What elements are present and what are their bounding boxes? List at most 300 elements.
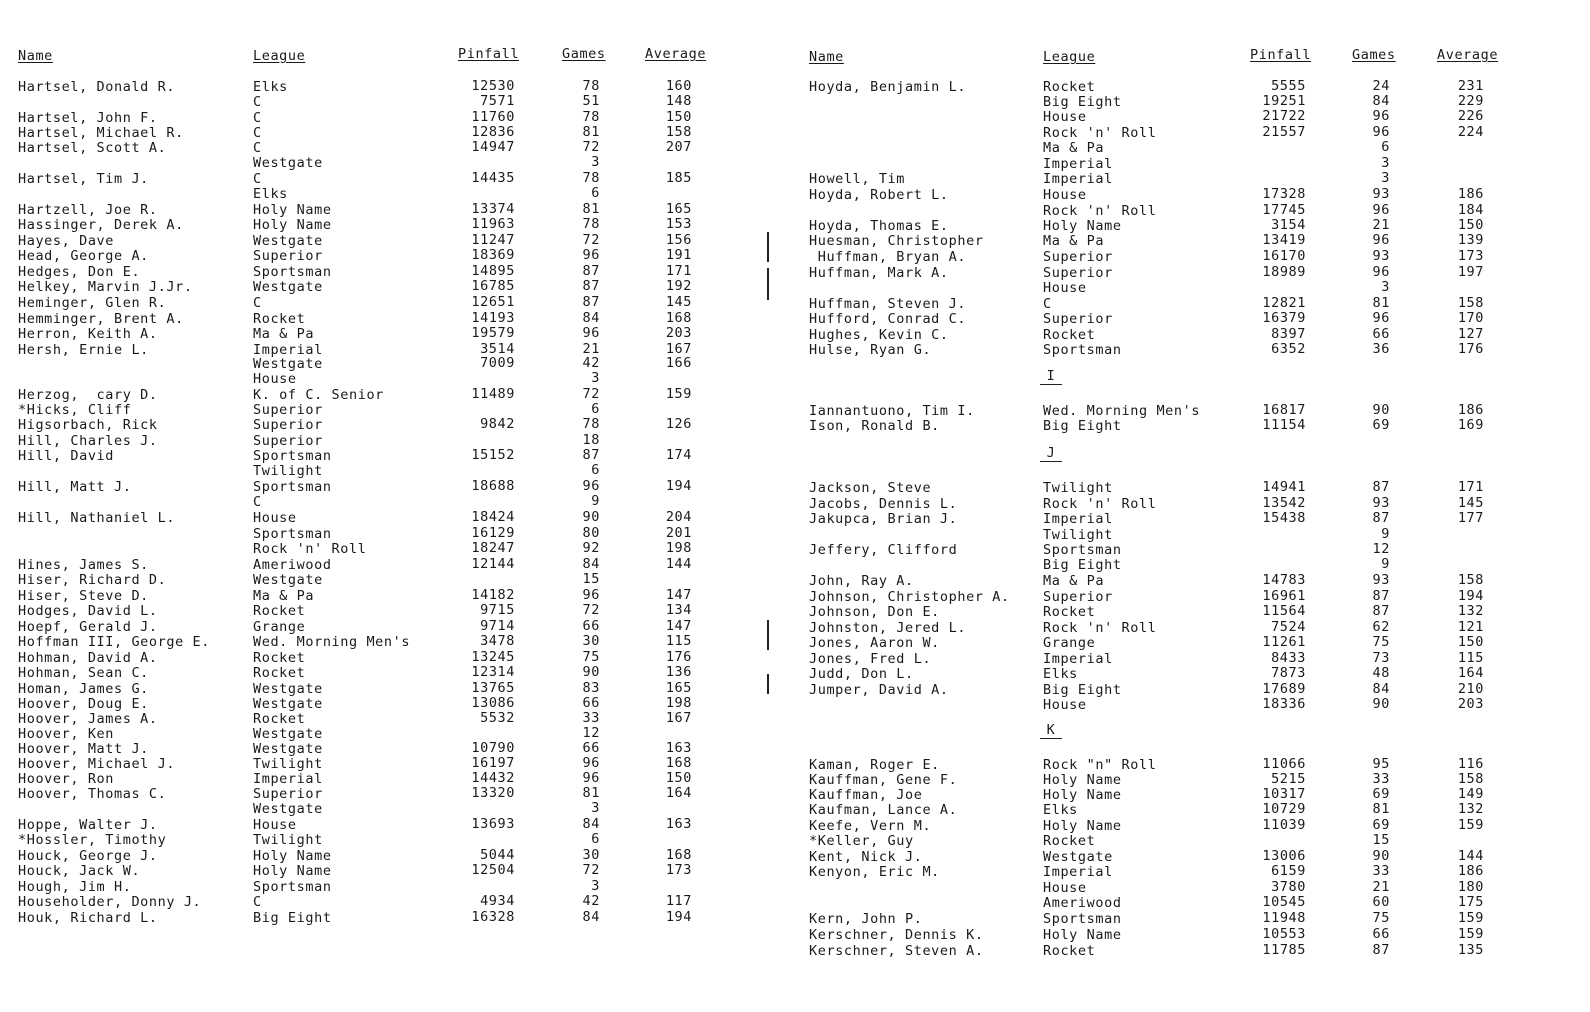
left-row-league: C <box>253 494 262 510</box>
right-row-games: 69 <box>1372 786 1390 802</box>
left-row-name: Hersh, Ernie L. <box>18 342 149 358</box>
left-row-pinfall: 14435 <box>471 170 515 186</box>
left-row-games: 80 <box>582 525 600 541</box>
right-row-games: 95 <box>1372 756 1390 772</box>
left-row-games: 78 <box>582 416 600 432</box>
section-letter-K: K <box>1040 723 1062 739</box>
right-row-league: House <box>1043 697 1087 713</box>
left-row-pinfall: 14947 <box>471 139 515 155</box>
left-row-name: Hoffman III, George E. <box>18 634 211 650</box>
left-header-average: Average <box>645 46 707 62</box>
left-row-pinfall: 12504 <box>471 862 515 878</box>
right-row-average: 197 <box>1457 264 1484 280</box>
left-row-pinfall: 12144 <box>471 556 515 572</box>
left-row-average: 185 <box>665 170 692 186</box>
right-row-league: Grange <box>1043 635 1096 651</box>
right-row-name: Johnson, Don E. <box>809 604 940 620</box>
right-row-name: Huffman, Bryan A. <box>809 249 967 265</box>
left-row-name: Hohman, David A. <box>18 650 158 666</box>
left-row-games: 87 <box>582 294 600 310</box>
left-row-name: Hoover, Michael J. <box>18 756 176 772</box>
left-row-league: Twilight <box>253 463 323 479</box>
right-row-name: Hughes, Kevin C. <box>809 327 949 343</box>
right-row-pinfall: 13419 <box>1262 232 1306 248</box>
right-row-average: 186 <box>1457 186 1484 202</box>
left-row-games: 12 <box>582 725 600 741</box>
left-row-games: 90 <box>582 664 600 680</box>
left-row-league: Ma & Pa <box>253 588 315 604</box>
right-row-league: Elks <box>1043 666 1078 682</box>
right-row-average: 159 <box>1457 910 1484 926</box>
right-row-average: 176 <box>1457 341 1484 357</box>
left-row-pinfall: 16328 <box>471 909 515 925</box>
left-row-league: Sportsman <box>253 264 332 280</box>
left-row-league: C <box>253 110 262 126</box>
left-row-league: C <box>253 894 262 910</box>
right-row-games: 84 <box>1372 681 1390 697</box>
left-row-average: 171 <box>665 263 692 279</box>
left-row-average: 166 <box>665 355 692 371</box>
left-row-games: 75 <box>582 649 600 665</box>
left-row-pinfall: 16129 <box>471 525 515 541</box>
left-row-name: Hoover, James A. <box>18 711 158 727</box>
left-header-league: League <box>253 48 306 64</box>
right-row-name: Iannantuono, Tim I. <box>809 403 975 419</box>
left-row-pinfall: 11760 <box>471 109 515 125</box>
right-row-games: 93 <box>1372 495 1390 511</box>
right-row-pinfall: 11564 <box>1262 603 1306 619</box>
right-row-pinfall: 14783 <box>1262 572 1306 588</box>
left-row-pinfall: 12651 <box>471 294 515 310</box>
left-row-name: Hoepf, Gerald J. <box>18 619 158 635</box>
left-row-average: 198 <box>665 695 692 711</box>
left-row-league: Rocket <box>253 650 306 666</box>
left-row-name: Hassinger, Derek A. <box>18 217 184 233</box>
left-row-league: Rocket <box>253 311 306 327</box>
left-row-name: Hill, Nathaniel L. <box>18 510 176 526</box>
right-row-league: Wed. Morning Men's <box>1043 403 1201 419</box>
right-row-league: Rock 'n' Roll <box>1043 203 1157 219</box>
right-row-average: 149 <box>1457 786 1484 802</box>
left-row-league: Rocket <box>253 711 306 727</box>
left-row-league: Sportsman <box>253 479 332 495</box>
right-row-pinfall: 11948 <box>1262 910 1306 926</box>
right-row-average: 231 <box>1457 78 1484 94</box>
right-header-pinfall: Pinfall <box>1250 47 1312 63</box>
left-row-pinfall: 13693 <box>471 816 515 832</box>
right-row-league: Holy Name <box>1043 927 1122 943</box>
left-row-average: 191 <box>665 247 692 263</box>
right-row-games: 81 <box>1372 801 1390 817</box>
right-row-games: 87 <box>1372 603 1390 619</box>
left-row-league: Sportsman <box>253 526 332 542</box>
right-row-games: 60 <box>1372 894 1390 910</box>
right-row-pinfall: 18336 <box>1262 696 1306 712</box>
right-row-pinfall: 21722 <box>1262 108 1306 124</box>
left-row-games: 6 <box>591 185 600 201</box>
right-row-league: Big Eight <box>1043 418 1122 434</box>
left-row-games: 15 <box>582 571 600 587</box>
right-row-league: Ma & Pa <box>1043 573 1105 589</box>
left-row-games: 81 <box>582 124 600 140</box>
right-row-pinfall: 16817 <box>1262 402 1306 418</box>
right-row-average: 226 <box>1457 108 1484 124</box>
right-row-name: Jumper, David A. <box>809 682 949 698</box>
right-row-games: 84 <box>1372 93 1390 109</box>
right-row-games: 87 <box>1372 479 1390 495</box>
right-row-average: 184 <box>1457 202 1484 218</box>
left-row-games: 96 <box>582 587 600 603</box>
left-row-pinfall: 14895 <box>471 263 515 279</box>
right-row-average: 159 <box>1457 926 1484 942</box>
left-row-games: 66 <box>582 618 600 634</box>
left-row-name: Hines, James S. <box>18 557 149 573</box>
left-row-average: 165 <box>665 680 692 696</box>
right-row-name: Johnston, Jered L. <box>809 620 967 636</box>
right-row-pinfall: 6159 <box>1271 863 1306 879</box>
right-row-name: Kerschner, Steven A. <box>809 943 984 959</box>
left-row-name: Houck, George J. <box>18 848 158 864</box>
left-row-games: 78 <box>582 78 600 94</box>
right-row-games: 75 <box>1372 634 1390 650</box>
left-row-name: Hoover, Ron <box>18 771 115 787</box>
left-row-average: 117 <box>665 893 692 909</box>
right-row-league: Imperial <box>1043 864 1113 880</box>
left-row-name: Hiser, Steve D. <box>18 588 149 604</box>
right-row-league: Rocket <box>1043 79 1096 95</box>
right-row-pinfall: 11066 <box>1262 756 1306 772</box>
left-row-pinfall: 4934 <box>480 893 515 909</box>
left-row-league: Rock 'n' Roll <box>253 541 367 557</box>
left-row-games: 66 <box>582 695 600 711</box>
binding-mark <box>767 674 769 694</box>
left-row-average: 168 <box>665 847 692 863</box>
left-row-games: 72 <box>582 602 600 618</box>
right-row-league: Sportsman <box>1043 342 1122 358</box>
right-row-games: 96 <box>1372 124 1390 140</box>
right-row-name: Jackson, Steve <box>809 480 932 496</box>
left-row-name: Hoover, Matt J. <box>18 741 149 757</box>
right-row-pinfall: 11154 <box>1262 417 1306 433</box>
right-row-pinfall: 10545 <box>1262 894 1306 910</box>
right-row-average: 180 <box>1457 879 1484 895</box>
right-row-average: 186 <box>1457 863 1484 879</box>
left-row-league: Westgate <box>253 356 323 372</box>
left-row-average: 150 <box>665 109 692 125</box>
left-row-games: 6 <box>591 401 600 417</box>
right-row-average: 194 <box>1457 588 1484 604</box>
left-row-average: 163 <box>665 740 692 756</box>
left-row-league: House <box>253 371 297 387</box>
right-row-games: 24 <box>1372 78 1390 94</box>
left-row-average: 148 <box>665 93 692 109</box>
left-row-games: 84 <box>582 310 600 326</box>
left-row-league: Holy Name <box>253 202 332 218</box>
right-row-pinfall: 16379 <box>1262 310 1306 326</box>
right-row-pinfall: 13542 <box>1262 495 1306 511</box>
right-row-average: 177 <box>1457 510 1484 526</box>
left-row-league: Holy Name <box>253 848 332 864</box>
right-row-name: Hulse, Ryan G. <box>809 342 932 358</box>
left-row-games: 6 <box>591 462 600 478</box>
right-row-league: Rock "n" Roll <box>1043 757 1157 773</box>
right-row-pinfall: 18989 <box>1262 264 1306 280</box>
left-row-league: Superior <box>253 786 323 802</box>
right-row-league: Sportsman <box>1043 911 1122 927</box>
right-row-average: 127 <box>1457 326 1484 342</box>
left-row-pinfall: 10790 <box>471 740 515 756</box>
left-row-league: Superior <box>253 433 323 449</box>
left-row-average: 167 <box>665 710 692 726</box>
left-row-name: Hartsel, John F. <box>18 110 158 126</box>
right-row-pinfall: 15438 <box>1262 510 1306 526</box>
left-row-games: 96 <box>582 770 600 786</box>
left-row-average: 194 <box>665 478 692 494</box>
right-row-games: 96 <box>1372 310 1390 326</box>
right-row-games: 66 <box>1372 926 1390 942</box>
right-row-name: Kaufman, Lance A. <box>809 802 958 818</box>
left-row-average: 156 <box>665 232 692 248</box>
left-row-name: *Hossler, Timothy <box>18 832 167 848</box>
left-row-games: 42 <box>582 355 600 371</box>
left-row-pinfall: 13086 <box>471 695 515 711</box>
right-row-average: 139 <box>1457 232 1484 248</box>
left-row-average: 167 <box>665 341 692 357</box>
right-row-games: 21 <box>1372 217 1390 233</box>
right-row-games: 3 <box>1381 170 1390 186</box>
right-row-average: 159 <box>1457 817 1484 833</box>
left-row-league: Westgate <box>253 681 323 697</box>
right-row-league: Big Eight <box>1043 682 1122 698</box>
right-row-name: Kauffman, Gene F. <box>809 772 958 788</box>
right-row-games: 75 <box>1372 910 1390 926</box>
left-row-league: Westgate <box>253 279 323 295</box>
right-row-average: 115 <box>1457 650 1484 666</box>
right-row-games: 62 <box>1372 619 1390 635</box>
right-row-average: 173 <box>1457 248 1484 264</box>
left-row-name: Hough, Jim H. <box>18 879 132 895</box>
left-row-league: Rocket <box>253 665 306 681</box>
right-row-name: Jacobs, Dennis L. <box>809 496 958 512</box>
right-row-average: 150 <box>1457 634 1484 650</box>
right-row-pinfall: 17328 <box>1262 186 1306 202</box>
right-row-league: Ameriwood <box>1043 895 1122 911</box>
right-row-average: 158 <box>1457 771 1484 787</box>
left-row-pinfall: 13320 <box>471 785 515 801</box>
left-row-games: 3 <box>591 370 600 386</box>
left-row-games: 96 <box>582 325 600 341</box>
right-row-games: 93 <box>1372 572 1390 588</box>
right-row-name: Kaman, Roger E. <box>809 757 940 773</box>
left-row-name: *Hicks, Cliff <box>18 402 132 418</box>
left-row-average: 144 <box>665 556 692 572</box>
left-row-pinfall: 9842 <box>480 416 515 432</box>
right-row-league: Holy Name <box>1043 772 1122 788</box>
left-row-pinfall: 12836 <box>471 124 515 140</box>
left-row-name: Hill, David <box>18 448 115 464</box>
right-row-average: 116 <box>1457 756 1484 772</box>
left-header-games: Games <box>562 46 606 62</box>
left-row-games: 51 <box>582 93 600 109</box>
right-row-average: 186 <box>1457 402 1484 418</box>
left-row-name: Helkey, Marvin J.Jr. <box>18 279 193 295</box>
right-row-league: Superior <box>1043 589 1113 605</box>
left-row-games: 81 <box>582 201 600 217</box>
right-row-league: Rock 'n' Roll <box>1043 125 1157 141</box>
right-row-league: Twilight <box>1043 527 1113 543</box>
right-row-name: *Keller, Guy <box>809 833 914 849</box>
left-row-name: Houck, Jack W. <box>18 863 141 879</box>
left-row-games: 72 <box>582 139 600 155</box>
left-row-league: Westgate <box>253 726 323 742</box>
left-row-pinfall: 14193 <box>471 310 515 326</box>
left-row-name: Hemminger, Brent A. <box>18 311 184 327</box>
left-row-games: 18 <box>582 432 600 448</box>
left-row-average: 147 <box>665 618 692 634</box>
left-row-pinfall: 9715 <box>480 602 515 618</box>
left-row-name: Hartsel, Scott A. <box>18 140 167 156</box>
left-row-league: Wed. Morning Men's <box>253 634 411 650</box>
right-row-games: 33 <box>1372 771 1390 787</box>
left-row-pinfall: 9714 <box>480 618 515 634</box>
left-row-pinfall: 18688 <box>471 478 515 494</box>
left-row-league: C <box>253 125 262 141</box>
right-row-games: 6 <box>1381 139 1390 155</box>
left-row-name: Herron, Keith A. <box>18 326 158 342</box>
right-row-name: Howell, Tim <box>809 171 906 187</box>
left-row-league: C <box>253 295 262 311</box>
right-row-average: 164 <box>1457 665 1484 681</box>
right-row-average: 175 <box>1457 894 1484 910</box>
right-row-league: House <box>1043 880 1087 896</box>
left-row-average: 201 <box>665 525 692 541</box>
right-row-pinfall: 6352 <box>1271 341 1306 357</box>
left-row-name: Hohman, Sean C. <box>18 665 149 681</box>
right-row-league: Sportsman <box>1043 542 1122 558</box>
right-row-name: Jakupca, Brian J. <box>809 511 958 527</box>
left-row-name: Hill, Matt J. <box>18 479 132 495</box>
right-row-name: Kauffman, Joe <box>809 787 923 803</box>
right-row-pinfall: 17745 <box>1262 202 1306 218</box>
right-header-average: Average <box>1437 47 1499 63</box>
right-row-league: Imperial <box>1043 511 1113 527</box>
left-row-average: 160 <box>665 78 692 94</box>
left-row-average: 207 <box>665 139 692 155</box>
left-row-games: 33 <box>582 710 600 726</box>
left-row-pinfall: 13765 <box>471 680 515 696</box>
left-row-pinfall: 16785 <box>471 278 515 294</box>
right-row-pinfall: 16170 <box>1262 248 1306 264</box>
left-row-average: 168 <box>665 310 692 326</box>
right-row-league: Rocket <box>1043 833 1096 849</box>
left-row-average: 164 <box>665 785 692 801</box>
right-row-league: Holy Name <box>1043 818 1122 834</box>
right-row-games: 15 <box>1372 832 1390 848</box>
left-row-games: 84 <box>582 816 600 832</box>
right-row-league: House <box>1043 187 1087 203</box>
left-row-name: Hill, Charles J. <box>18 433 158 449</box>
left-row-pinfall: 7009 <box>480 355 515 371</box>
right-row-name: Hoyda, Benjamin L. <box>809 79 967 95</box>
right-row-games: 12 <box>1372 541 1390 557</box>
left-row-games: 72 <box>582 862 600 878</box>
left-row-games: 78 <box>582 216 600 232</box>
left-row-league: Imperial <box>253 342 323 358</box>
right-row-pinfall: 10553 <box>1262 926 1306 942</box>
right-row-name: Ison, Ronald B. <box>809 418 940 434</box>
binding-mark <box>767 268 769 300</box>
left-row-games: 96 <box>582 247 600 263</box>
right-row-average: 171 <box>1457 479 1484 495</box>
right-row-games: 36 <box>1372 341 1390 357</box>
left-row-league: Westgate <box>253 233 323 249</box>
left-row-games: 90 <box>582 509 600 525</box>
right-row-average: 135 <box>1457 942 1484 958</box>
left-row-pinfall: 18247 <box>471 540 515 556</box>
left-row-games: 87 <box>582 447 600 463</box>
left-row-name: Herzog, cary D. <box>18 387 158 403</box>
right-row-games: 3 <box>1381 155 1390 171</box>
right-row-pinfall: 7524 <box>1271 619 1306 635</box>
right-row-league: Holy Name <box>1043 218 1122 234</box>
left-row-pinfall: 11963 <box>471 216 515 232</box>
right-row-league: Superior <box>1043 265 1113 281</box>
right-row-average: 150 <box>1457 217 1484 233</box>
left-row-average: 134 <box>665 602 692 618</box>
right-row-name: John, Ray A. <box>809 573 914 589</box>
right-row-pinfall: 16961 <box>1262 588 1306 604</box>
left-row-pinfall: 15152 <box>471 447 515 463</box>
right-row-league: C <box>1043 296 1052 312</box>
left-row-pinfall: 12314 <box>471 664 515 680</box>
left-row-pinfall: 18424 <box>471 509 515 525</box>
left-row-games: 3 <box>591 800 600 816</box>
left-row-games: 84 <box>582 556 600 572</box>
left-row-games: 66 <box>582 740 600 756</box>
left-row-average: 158 <box>665 124 692 140</box>
left-row-average: 115 <box>665 633 692 649</box>
left-row-league: House <box>253 817 297 833</box>
left-row-games: 6 <box>591 831 600 847</box>
binding-mark <box>767 620 769 650</box>
left-row-league: C <box>253 140 262 156</box>
left-row-average: 192 <box>665 278 692 294</box>
left-row-name: Higsorbach, Rick <box>18 417 158 433</box>
left-row-league: Ma & Pa <box>253 326 315 342</box>
right-row-average: 132 <box>1457 801 1484 817</box>
left-row-league: Rocket <box>253 603 306 619</box>
left-row-games: 78 <box>582 109 600 125</box>
left-row-average: 194 <box>665 909 692 925</box>
left-row-league: Imperial <box>253 771 323 787</box>
right-row-games: 96 <box>1372 202 1390 218</box>
left-row-games: 3 <box>591 878 600 894</box>
left-row-average: 145 <box>665 294 692 310</box>
left-row-pinfall: 5044 <box>480 847 515 863</box>
left-row-games: 92 <box>582 540 600 556</box>
right-header-league: League <box>1043 49 1096 65</box>
right-row-league: Imperial <box>1043 156 1113 172</box>
left-row-average: 168 <box>665 755 692 771</box>
left-row-average: 153 <box>665 216 692 232</box>
left-header-name: Name <box>18 48 53 64</box>
right-row-pinfall: 13006 <box>1262 848 1306 864</box>
right-row-average: 132 <box>1457 603 1484 619</box>
left-row-average: 159 <box>665 386 692 402</box>
right-row-average: 158 <box>1457 295 1484 311</box>
right-row-average: 229 <box>1457 93 1484 109</box>
left-row-name: Hedges, Don E. <box>18 264 141 280</box>
